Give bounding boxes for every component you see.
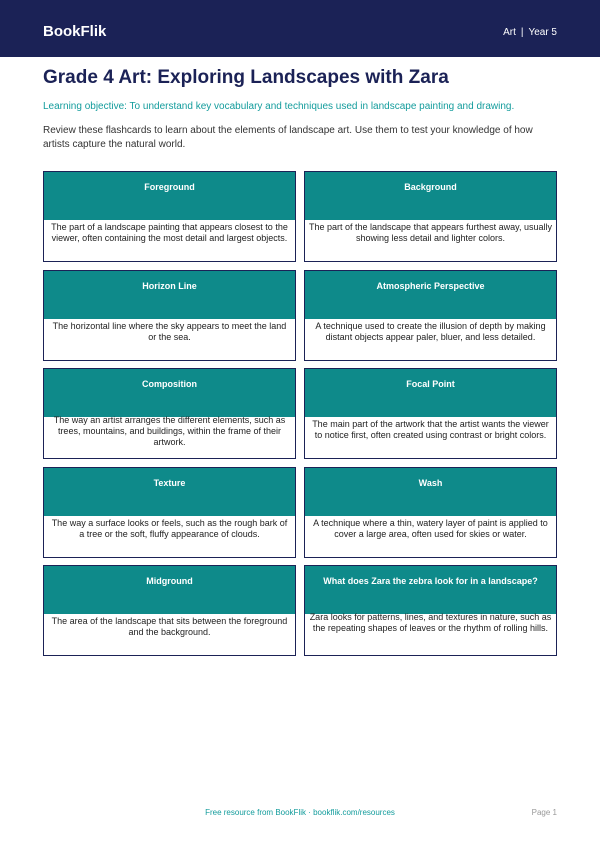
page-number: Page 1 <box>531 808 557 817</box>
flashcard-term: Focal Point <box>305 369 556 417</box>
flashcard-term: Foreground <box>44 172 295 220</box>
page-title: Grade 4 Art: Exploring Landscapes with Zara <box>43 67 449 88</box>
flashcard-definition: The main part of the artwork that the artist wants the viewer to notice first, often created using contrast or bright colors. <box>312 419 549 440</box>
flashcard[interactable] <box>304 171 557 262</box>
flashcard-term: What does Zara the zebra look for in a landscape? <box>305 566 556 614</box>
flashcard-definition: Zara looks for patterns, lines, and textures in nature, such as the repeating shapes of leaves or the rhythm of rolling hills. <box>309 612 552 633</box>
flashcard-term: Wash <box>305 468 556 516</box>
flashcard-definition: A technique where a thin, watery layer of paint is applied to cover a large area, often used for skies or water. <box>313 518 548 539</box>
footer-resource-link[interactable]: Free resource from BookFlik · bookflik.com/resources <box>205 808 395 817</box>
flashcard-term: Atmospheric Perspective <box>305 271 556 319</box>
flashcard-term: Texture <box>44 468 295 516</box>
flashcard-definition: The way an artist arranges the different elements, such as trees, mountains, and buildings, within the frame of their artwork. <box>53 415 286 447</box>
flashcard[interactable] <box>304 467 557 558</box>
flashcard[interactable] <box>43 565 296 656</box>
flashcard-term: Horizon Line <box>44 271 295 319</box>
flashcard-definition: The horizontal line where the sky appears to meet the land or the sea. <box>52 321 287 342</box>
flashcard-definition: The part of the landscape that appears furthest away, usually showing less detail and lighter colors. <box>309 222 552 243</box>
flashcard-term: Midground <box>44 566 295 614</box>
year-label: Year 5 <box>528 27 557 38</box>
flashcard[interactable] <box>304 270 557 361</box>
flashcard[interactable] <box>43 368 296 459</box>
flashcard-definition: The part of a landscape painting that appears closest to the viewer, often containing the most detail and largest objects. <box>51 222 288 243</box>
flashcard[interactable] <box>43 171 296 262</box>
flashcard-term: Composition <box>44 369 295 417</box>
subject-label: Art <box>503 27 516 38</box>
flashcard-definition: A technique used to create the illusion of depth by making distant objects appear paler, bluer, and less detailed. <box>315 321 546 342</box>
flashcard[interactable] <box>304 368 557 459</box>
meta-separator: | <box>520 27 524 38</box>
header-meta <box>503 27 557 39</box>
flashcard-term: Background <box>305 172 556 220</box>
intro-text: Review these flashcards to learn about the elements of landscape art. Use them to test your knowledge of how artists capture the natural world. <box>43 125 533 150</box>
flashcard[interactable] <box>43 467 296 558</box>
flashcard-definition: The area of the landscape that sits between the foreground and the background. <box>51 616 288 637</box>
flashcard[interactable] <box>43 270 296 361</box>
flashcard[interactable] <box>304 565 557 656</box>
brand-logo[interactable]: BookFlik <box>43 23 107 40</box>
flashcard-definition: The way a surface looks or feels, such as the rough bark of a tree or the soft, fluffy appearance of clouds. <box>51 518 288 539</box>
learning-objective: Learning objective: To understand key vocabulary and techniques used in landscape painting and drawing. <box>43 101 515 112</box>
header-bar <box>0 0 600 57</box>
